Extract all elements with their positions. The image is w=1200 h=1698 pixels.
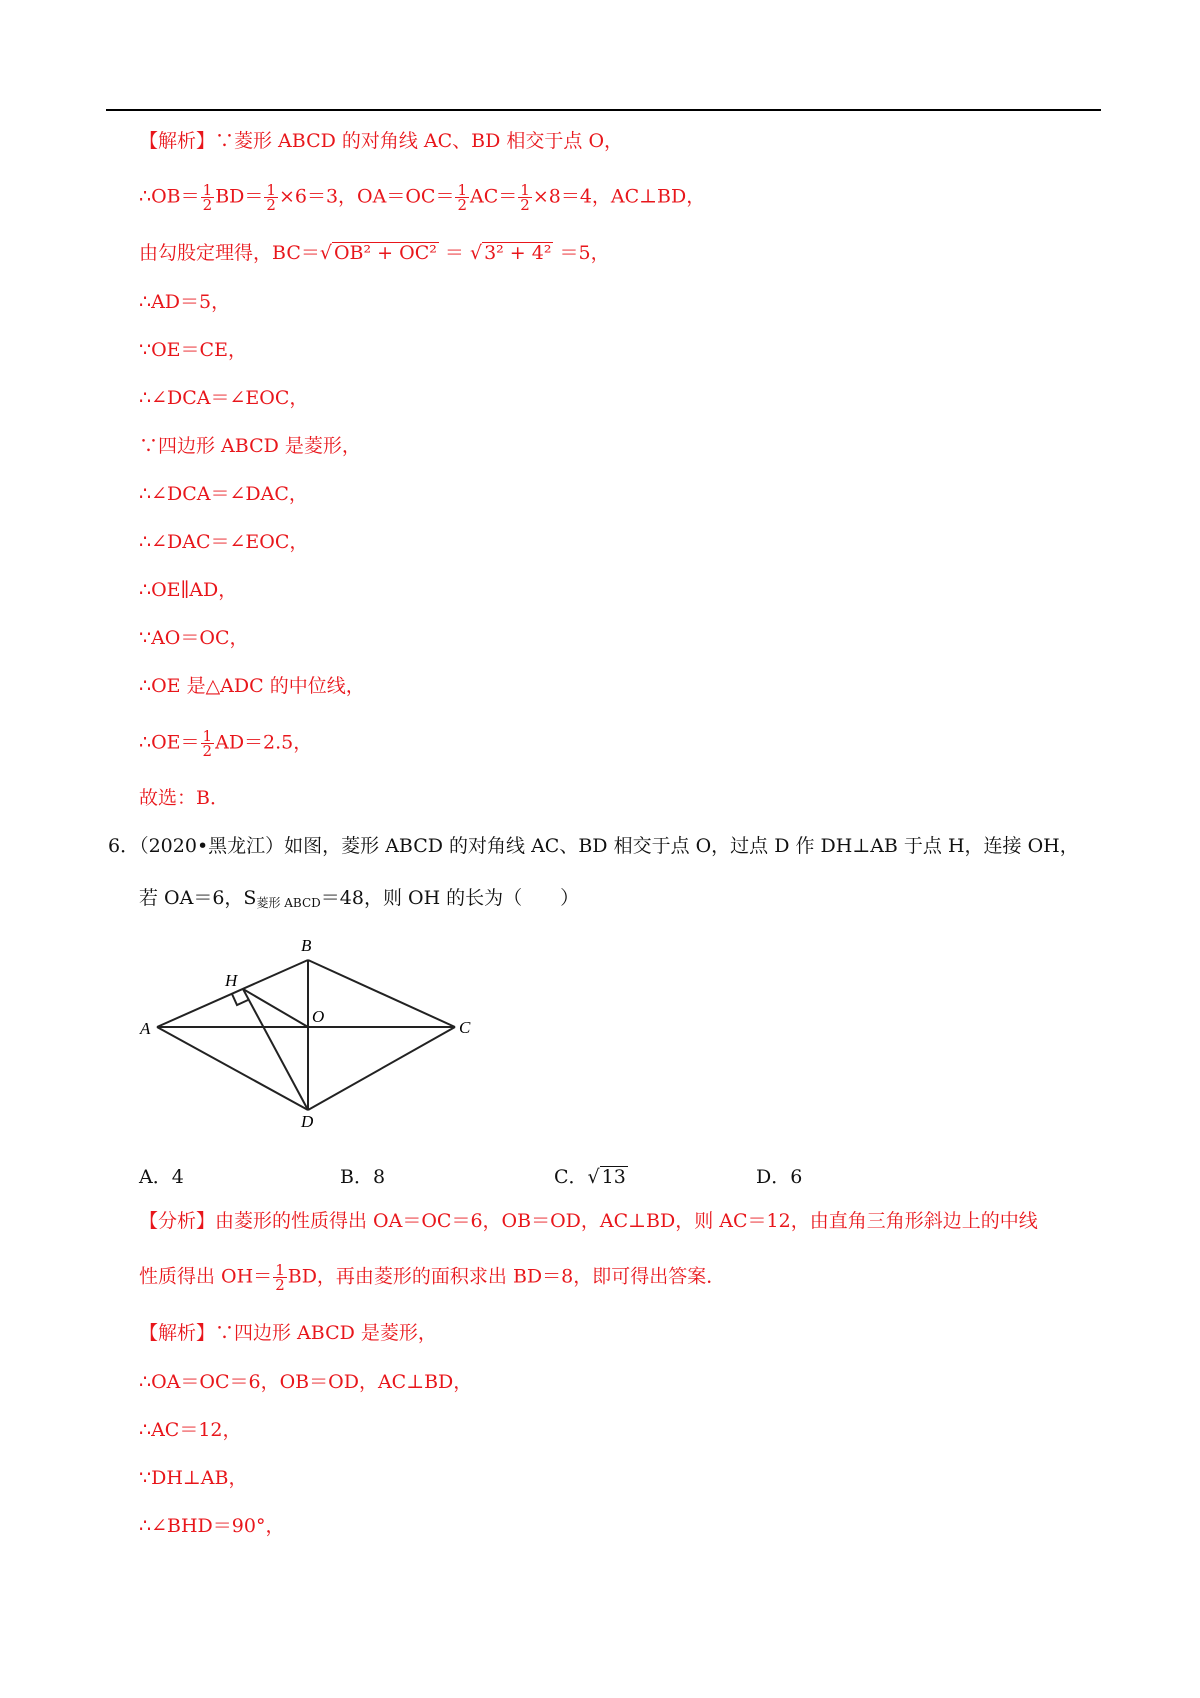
label-D: D — [301, 1112, 314, 1130]
fraction-half — [518, 183, 532, 212]
analysis-line-1: 【分析】由菱形的性质得出 OA＝OC＝6，OB＝OD，AC⊥BD，则 AC＝12，由直角三角形斜边上的中线 — [139, 1210, 1038, 1232]
fraction-half — [264, 183, 278, 212]
subscript: 菱形 ABCD — [256, 896, 321, 910]
fraction-num: 1 — [520, 181, 530, 199]
solution6-line-2: ∴OA＝OC＝6，OB＝OD，AC⊥BD， — [139, 1371, 473, 1393]
solution6-line-3: ∴AC＝12， — [139, 1419, 242, 1441]
text-segment: ＝ — [438, 242, 470, 264]
question-line-1: 6．（2020•黑龙江）如图，菱形 ABCD 的对角线 AC、BD 相交于点 O，过点 D 作 DH⊥AB 于点 H，连接 OH， — [108, 835, 1079, 857]
solution-line-6: ∴∠DCA＝∠EOC， — [139, 387, 309, 409]
fraction-den: 2 — [266, 196, 276, 214]
solution6-line-4: ∵DH⊥AB， — [139, 1467, 248, 1489]
fraction-num: 1 — [266, 181, 276, 199]
fraction-den: 2 — [275, 1276, 285, 1294]
text-segment: BD，再由菱形的面积求出 BD＝8，即可得出答案． — [287, 1265, 726, 1288]
fraction-den: 2 — [202, 196, 213, 214]
fraction-half — [273, 1263, 287, 1292]
segment-CD — [308, 1027, 455, 1110]
header-rule — [106, 109, 1101, 111]
text-segment: ＝5， — [553, 242, 610, 264]
rhombus-figure — [135, 930, 480, 1130]
fraction-num: 1 — [202, 727, 213, 745]
option-d: D．6 — [756, 1166, 803, 1188]
fraction-den: 2 — [202, 742, 213, 760]
fraction-num: 1 — [202, 181, 213, 199]
solution-line-11: ∵AO＝OC， — [139, 627, 249, 649]
text-segment: AC＝ — [470, 185, 518, 208]
solution-line-3: 由勾股定理得，BC＝√ OB² + OC² ＝ √ 3² + 4² ＝5， — [139, 242, 610, 264]
text-segment: 性质得出 OH＝ — [139, 1265, 273, 1288]
solution-line-4: ∴AD＝5， — [139, 291, 231, 313]
sqrt-radicand: 3² + 4² — [484, 242, 552, 264]
solution-line-8: ∴∠DCA＝∠DAC， — [139, 483, 308, 505]
solution-line-2 — [139, 183, 705, 212]
fraction-half — [201, 183, 215, 212]
segment-BC — [308, 960, 455, 1027]
text-segment: C． — [554, 1166, 588, 1188]
fraction-den: 2 — [457, 196, 467, 214]
fraction-num: 1 — [275, 1261, 285, 1279]
option-c: C．√ 13 — [554, 1166, 626, 1188]
text-segment: ×6＝3，OA＝OC＝ — [278, 185, 455, 208]
fraction-den: 2 — [520, 196, 530, 214]
solution-line-7: ∵四边形 ABCD 是菱形， — [139, 435, 361, 457]
solution6-line-5: ∴∠BHD＝90°， — [139, 1515, 285, 1537]
label-O: O — [312, 1007, 325, 1026]
solution-line-9: ∴∠DAC＝∠EOC， — [139, 531, 309, 553]
label-H: H — [225, 971, 238, 990]
solution-line-5: ∵OE＝CE， — [139, 339, 247, 361]
label-B: B — [301, 936, 312, 955]
text-segment: BD＝ — [215, 185, 264, 208]
solution-line-12: ∴OE 是△ADC 的中位线， — [139, 675, 365, 697]
sqrt-radicand: 13 — [601, 1166, 626, 1188]
label-C: C — [459, 1018, 471, 1037]
solution6-line-1: 【解析】∵四边形 ABCD 是菱形， — [139, 1322, 437, 1344]
fraction-half — [201, 729, 215, 758]
option-a: A．4 — [139, 1166, 184, 1188]
fraction-num: 1 — [457, 181, 467, 199]
solution-line-10: ∴OE∥AD， — [139, 579, 238, 601]
solution-line-1: 【解析】∵菱形 ABCD 的对角线 AC、BD 相交于点 O， — [139, 130, 624, 152]
text-segment: ＝48，则 OH 的长为（ ） — [320, 887, 580, 909]
solution-line-14: 故选：B． — [139, 787, 229, 809]
label-A: A — [140, 1019, 151, 1038]
fraction-half — [455, 183, 469, 212]
text-segment: ∴OE＝ — [139, 731, 200, 754]
option-b: B．8 — [340, 1166, 386, 1188]
question-line-2 — [139, 886, 579, 915]
text-segment: ×8＝4，AC⊥BD， — [532, 185, 706, 208]
text-segment: ∴OB＝ — [139, 185, 200, 208]
solution-line-13 — [139, 729, 312, 758]
analysis-line-2 — [139, 1263, 725, 1292]
text-segment: 若 OA＝6，S — [139, 887, 257, 909]
text-segment: 由勾股定理得，BC＝ — [139, 242, 320, 264]
sqrt-radicand: OB² + OC² — [333, 242, 437, 264]
text-segment: AD＝2.5， — [215, 731, 313, 754]
